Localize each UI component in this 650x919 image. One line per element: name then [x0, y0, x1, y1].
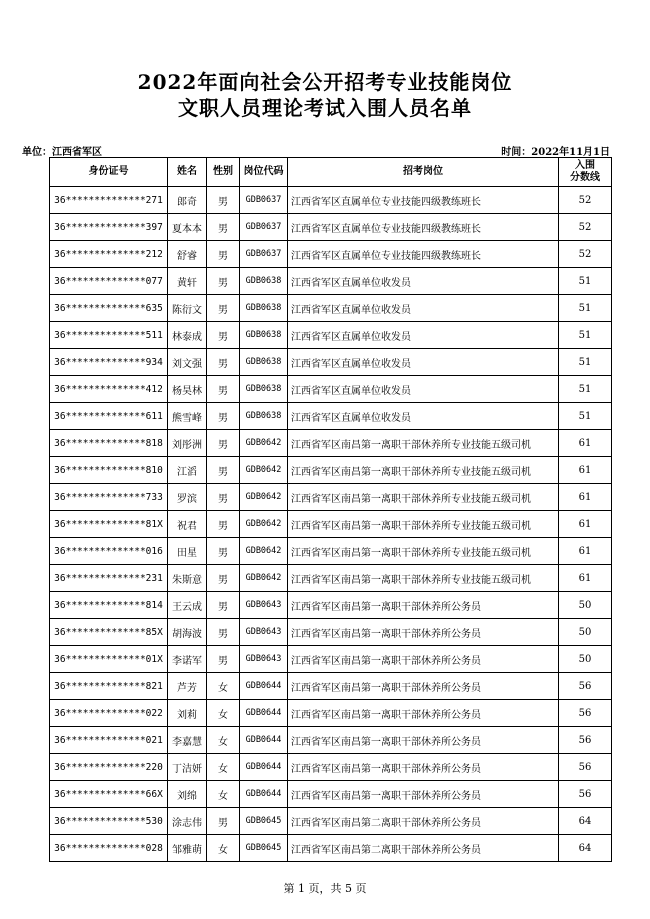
table-row — [50, 430, 612, 457]
cell-id: 36**************220 — [50, 754, 168, 781]
table-row — [50, 781, 612, 808]
cell-score: 51 — [559, 376, 612, 403]
cell-gender: 男 — [207, 592, 240, 619]
cell-position: 江西省军区直属单位收发员 — [288, 349, 559, 376]
table-row — [50, 646, 612, 673]
cell-position: 江西省军区南昌第一离职干部休养所专业技能五级司机 — [288, 565, 559, 592]
cell-code: GDB0637 — [240, 214, 288, 241]
cell-score: 61 — [559, 538, 612, 565]
cell-code: GDB0638 — [240, 322, 288, 349]
cell-code: GDB0637 — [240, 187, 288, 214]
cell-id: 36**************81X — [50, 511, 168, 538]
candidate-table — [49, 157, 612, 862]
cell-name: 郎奇 — [168, 187, 207, 214]
table-row — [50, 457, 612, 484]
cell-id: 36**************021 — [50, 727, 168, 754]
table-header-row — [50, 158, 612, 187]
cell-code: GDB0637 — [240, 241, 288, 268]
cell-id: 36**************022 — [50, 700, 168, 727]
table-row — [50, 295, 612, 322]
table-row — [50, 349, 612, 376]
cell-name: 舒睿 — [168, 241, 207, 268]
cell-gender: 女 — [207, 754, 240, 781]
cell-gender: 男 — [207, 457, 240, 484]
table-row — [50, 727, 612, 754]
cell-position: 江西省军区南昌第一离职干部休养所公务员 — [288, 646, 559, 673]
cell-name: 田星 — [168, 538, 207, 565]
cell-code: GDB0638 — [240, 268, 288, 295]
cell-code: GDB0645 — [240, 835, 288, 862]
cell-id: 36**************511 — [50, 322, 168, 349]
header-name: 姓名 — [168, 158, 207, 187]
cell-id: 36**************810 — [50, 457, 168, 484]
cell-code: GDB0643 — [240, 646, 288, 673]
cell-code: GDB0644 — [240, 727, 288, 754]
cell-name: 王云成 — [168, 592, 207, 619]
table-row — [50, 376, 612, 403]
cell-id: 36**************85X — [50, 619, 168, 646]
cell-code: GDB0638 — [240, 295, 288, 322]
cell-score: 56 — [559, 781, 612, 808]
table-row — [50, 835, 612, 862]
cell-gender: 女 — [207, 781, 240, 808]
cell-code: GDB0645 — [240, 808, 288, 835]
cell-code: GDB0642 — [240, 430, 288, 457]
cell-name: 陈衍文 — [168, 295, 207, 322]
cell-name: 杨昊林 — [168, 376, 207, 403]
cell-id: 36**************934 — [50, 349, 168, 376]
cell-id: 36**************821 — [50, 673, 168, 700]
cell-id: 36**************212 — [50, 241, 168, 268]
cell-gender: 女 — [207, 700, 240, 727]
header-id: 身份证号 — [50, 158, 168, 187]
cell-name: 李嘉慧 — [168, 727, 207, 754]
cell-score: 50 — [559, 592, 612, 619]
header-score — [559, 158, 612, 187]
cell-id: 36**************397 — [50, 214, 168, 241]
cell-name: 罗滨 — [168, 484, 207, 511]
cell-name: 丁洁妍 — [168, 754, 207, 781]
cell-id: 36**************814 — [50, 592, 168, 619]
cell-score: 56 — [559, 700, 612, 727]
cell-position: 江西省军区直属单位收发员 — [288, 376, 559, 403]
table-row — [50, 700, 612, 727]
table-body — [50, 187, 612, 862]
table-row — [50, 484, 612, 511]
cell-position: 江西省军区南昌第一离职干部休养所专业技能五级司机 — [288, 484, 559, 511]
cell-name: 祝君 — [168, 511, 207, 538]
table-row — [50, 403, 612, 430]
cell-position: 江西省军区直属单位专业技能四级教练班长 — [288, 214, 559, 241]
cell-name: 夏本本 — [168, 214, 207, 241]
cell-name: 涂志伟 — [168, 808, 207, 835]
cell-code: GDB0642 — [240, 457, 288, 484]
header-position: 招考岗位 — [288, 158, 559, 187]
cell-position: 江西省军区直属单位收发员 — [288, 403, 559, 430]
cell-position: 江西省军区南昌第二离职干部休养所公务员 — [288, 835, 559, 862]
cell-name: 刘文强 — [168, 349, 207, 376]
table-row — [50, 592, 612, 619]
cell-name: 黄轩 — [168, 268, 207, 295]
cell-id: 36**************028 — [50, 835, 168, 862]
header-score-line-2: 分数线 — [570, 172, 600, 183]
cell-gender: 男 — [207, 484, 240, 511]
header-score-line-1: 入围 — [575, 160, 595, 171]
page-footer: 第 1 页，共 5 页 — [283, 882, 367, 895]
table-row — [50, 754, 612, 781]
cell-gender: 女 — [207, 835, 240, 862]
cell-score: 64 — [559, 808, 612, 835]
cell-name: 刘莉 — [168, 700, 207, 727]
cell-gender: 男 — [207, 565, 240, 592]
table-row — [50, 187, 612, 214]
document-title-line-2: 文职人员理论考试入围人员名单 — [178, 96, 472, 120]
cell-position: 江西省军区南昌第一离职干部休养所专业技能五级司机 — [288, 538, 559, 565]
cell-score: 61 — [559, 457, 612, 484]
cell-code: GDB0643 — [240, 619, 288, 646]
cell-score: 61 — [559, 484, 612, 511]
table-row — [50, 538, 612, 565]
cell-name: 林泰成 — [168, 322, 207, 349]
table-row — [50, 268, 612, 295]
cell-position: 江西省军区直属单位专业技能四级教练班长 — [288, 241, 559, 268]
cell-score: 51 — [559, 349, 612, 376]
cell-score: 52 — [559, 214, 612, 241]
cell-position: 江西省军区南昌第一离职干部休养所公务员 — [288, 754, 559, 781]
cell-position: 江西省军区直属单位专业技能四级教练班长 — [288, 187, 559, 214]
cell-code: GDB0642 — [240, 538, 288, 565]
table-row — [50, 511, 612, 538]
table-row — [50, 565, 612, 592]
cell-name: 邹雅萌 — [168, 835, 207, 862]
cell-position: 江西省军区南昌第一离职干部休养所公务员 — [288, 673, 559, 700]
cell-score: 56 — [559, 754, 612, 781]
cell-gender: 男 — [207, 403, 240, 430]
cell-position: 江西省军区直属单位收发员 — [288, 322, 559, 349]
cell-name: 胡海波 — [168, 619, 207, 646]
cell-gender: 男 — [207, 376, 240, 403]
cell-name: 芦芳 — [168, 673, 207, 700]
cell-gender: 男 — [207, 295, 240, 322]
cell-score: 51 — [559, 295, 612, 322]
cell-id: 36**************016 — [50, 538, 168, 565]
cell-gender: 男 — [207, 619, 240, 646]
cell-id: 36**************271 — [50, 187, 168, 214]
document-title-line-1: 2022年面向社会公开招考专业技能岗位 — [137, 70, 513, 94]
cell-id: 36**************66X — [50, 781, 168, 808]
table-row — [50, 673, 612, 700]
cell-score: 61 — [559, 430, 612, 457]
cell-gender: 男 — [207, 808, 240, 835]
cell-code: GDB0644 — [240, 781, 288, 808]
cell-score: 51 — [559, 403, 612, 430]
cell-code: GDB0638 — [240, 376, 288, 403]
cell-id: 36**************733 — [50, 484, 168, 511]
cell-score: 50 — [559, 619, 612, 646]
cell-name: 熊雪峰 — [168, 403, 207, 430]
cell-position: 江西省军区南昌第一离职干部休养所公务员 — [288, 727, 559, 754]
cell-position: 江西省军区南昌第一离职干部休养所公务员 — [288, 700, 559, 727]
cell-name: 江滔 — [168, 457, 207, 484]
cell-position: 江西省军区南昌第一离职干部休养所专业技能五级司机 — [288, 511, 559, 538]
cell-gender: 男 — [207, 214, 240, 241]
cell-position: 江西省军区直属单位收发员 — [288, 268, 559, 295]
cell-code: GDB0642 — [240, 484, 288, 511]
cell-score: 52 — [559, 241, 612, 268]
cell-gender: 男 — [207, 538, 240, 565]
cell-id: 36**************635 — [50, 295, 168, 322]
cell-gender: 男 — [207, 241, 240, 268]
table-row — [50, 619, 612, 646]
table-row — [50, 322, 612, 349]
cell-position: 江西省军区南昌第一离职干部休养所公务员 — [288, 781, 559, 808]
cell-name: 刘绵 — [168, 781, 207, 808]
cell-id: 36**************077 — [50, 268, 168, 295]
cell-code: GDB0638 — [240, 349, 288, 376]
cell-score: 56 — [559, 673, 612, 700]
unit-label: 单位：江西省军区 — [22, 147, 102, 158]
cell-gender: 男 — [207, 349, 240, 376]
cell-score: 51 — [559, 268, 612, 295]
cell-gender: 女 — [207, 673, 240, 700]
cell-code: GDB0644 — [240, 700, 288, 727]
cell-name: 朱斯意 — [168, 565, 207, 592]
cell-gender: 女 — [207, 727, 240, 754]
cell-position: 江西省军区直属单位收发员 — [288, 295, 559, 322]
cell-position: 江西省军区南昌第一离职干部休养所公务员 — [288, 619, 559, 646]
cell-position: 江西省军区南昌第二离职干部休养所公务员 — [288, 808, 559, 835]
cell-score: 61 — [559, 511, 612, 538]
cell-position: 江西省军区南昌第一离职干部休养所专业技能五级司机 — [288, 430, 559, 457]
cell-score: 56 — [559, 727, 612, 754]
cell-score: 64 — [559, 835, 612, 862]
cell-code: GDB0638 — [240, 403, 288, 430]
cell-name: 李诺军 — [168, 646, 207, 673]
cell-id: 36**************01X — [50, 646, 168, 673]
cell-gender: 男 — [207, 430, 240, 457]
cell-name: 刘彤洲 — [168, 430, 207, 457]
cell-id: 36**************530 — [50, 808, 168, 835]
table-row — [50, 808, 612, 835]
cell-id: 36**************818 — [50, 430, 168, 457]
cell-position: 江西省军区南昌第一离职干部休养所专业技能五级司机 — [288, 457, 559, 484]
cell-code: GDB0642 — [240, 511, 288, 538]
table-row — [50, 241, 612, 268]
cell-score: 52 — [559, 187, 612, 214]
cell-code: GDB0643 — [240, 592, 288, 619]
header-code: 岗位代码 — [240, 158, 288, 187]
header-gender: 性别 — [207, 158, 240, 187]
cell-code: GDB0642 — [240, 565, 288, 592]
cell-score: 51 — [559, 322, 612, 349]
cell-code: GDB0644 — [240, 673, 288, 700]
cell-gender: 男 — [207, 268, 240, 295]
date-label: 时间：2022年11月1日 — [501, 147, 610, 158]
cell-score: 50 — [559, 646, 612, 673]
cell-position: 江西省军区南昌第一离职干部休养所公务员 — [288, 592, 559, 619]
cell-id: 36**************611 — [50, 403, 168, 430]
cell-gender: 男 — [207, 646, 240, 673]
cell-id: 36**************412 — [50, 376, 168, 403]
cell-gender: 男 — [207, 511, 240, 538]
cell-code: GDB0644 — [240, 754, 288, 781]
cell-score: 61 — [559, 565, 612, 592]
cell-gender: 男 — [207, 322, 240, 349]
cell-id: 36**************231 — [50, 565, 168, 592]
table-row — [50, 214, 612, 241]
cell-gender: 男 — [207, 187, 240, 214]
